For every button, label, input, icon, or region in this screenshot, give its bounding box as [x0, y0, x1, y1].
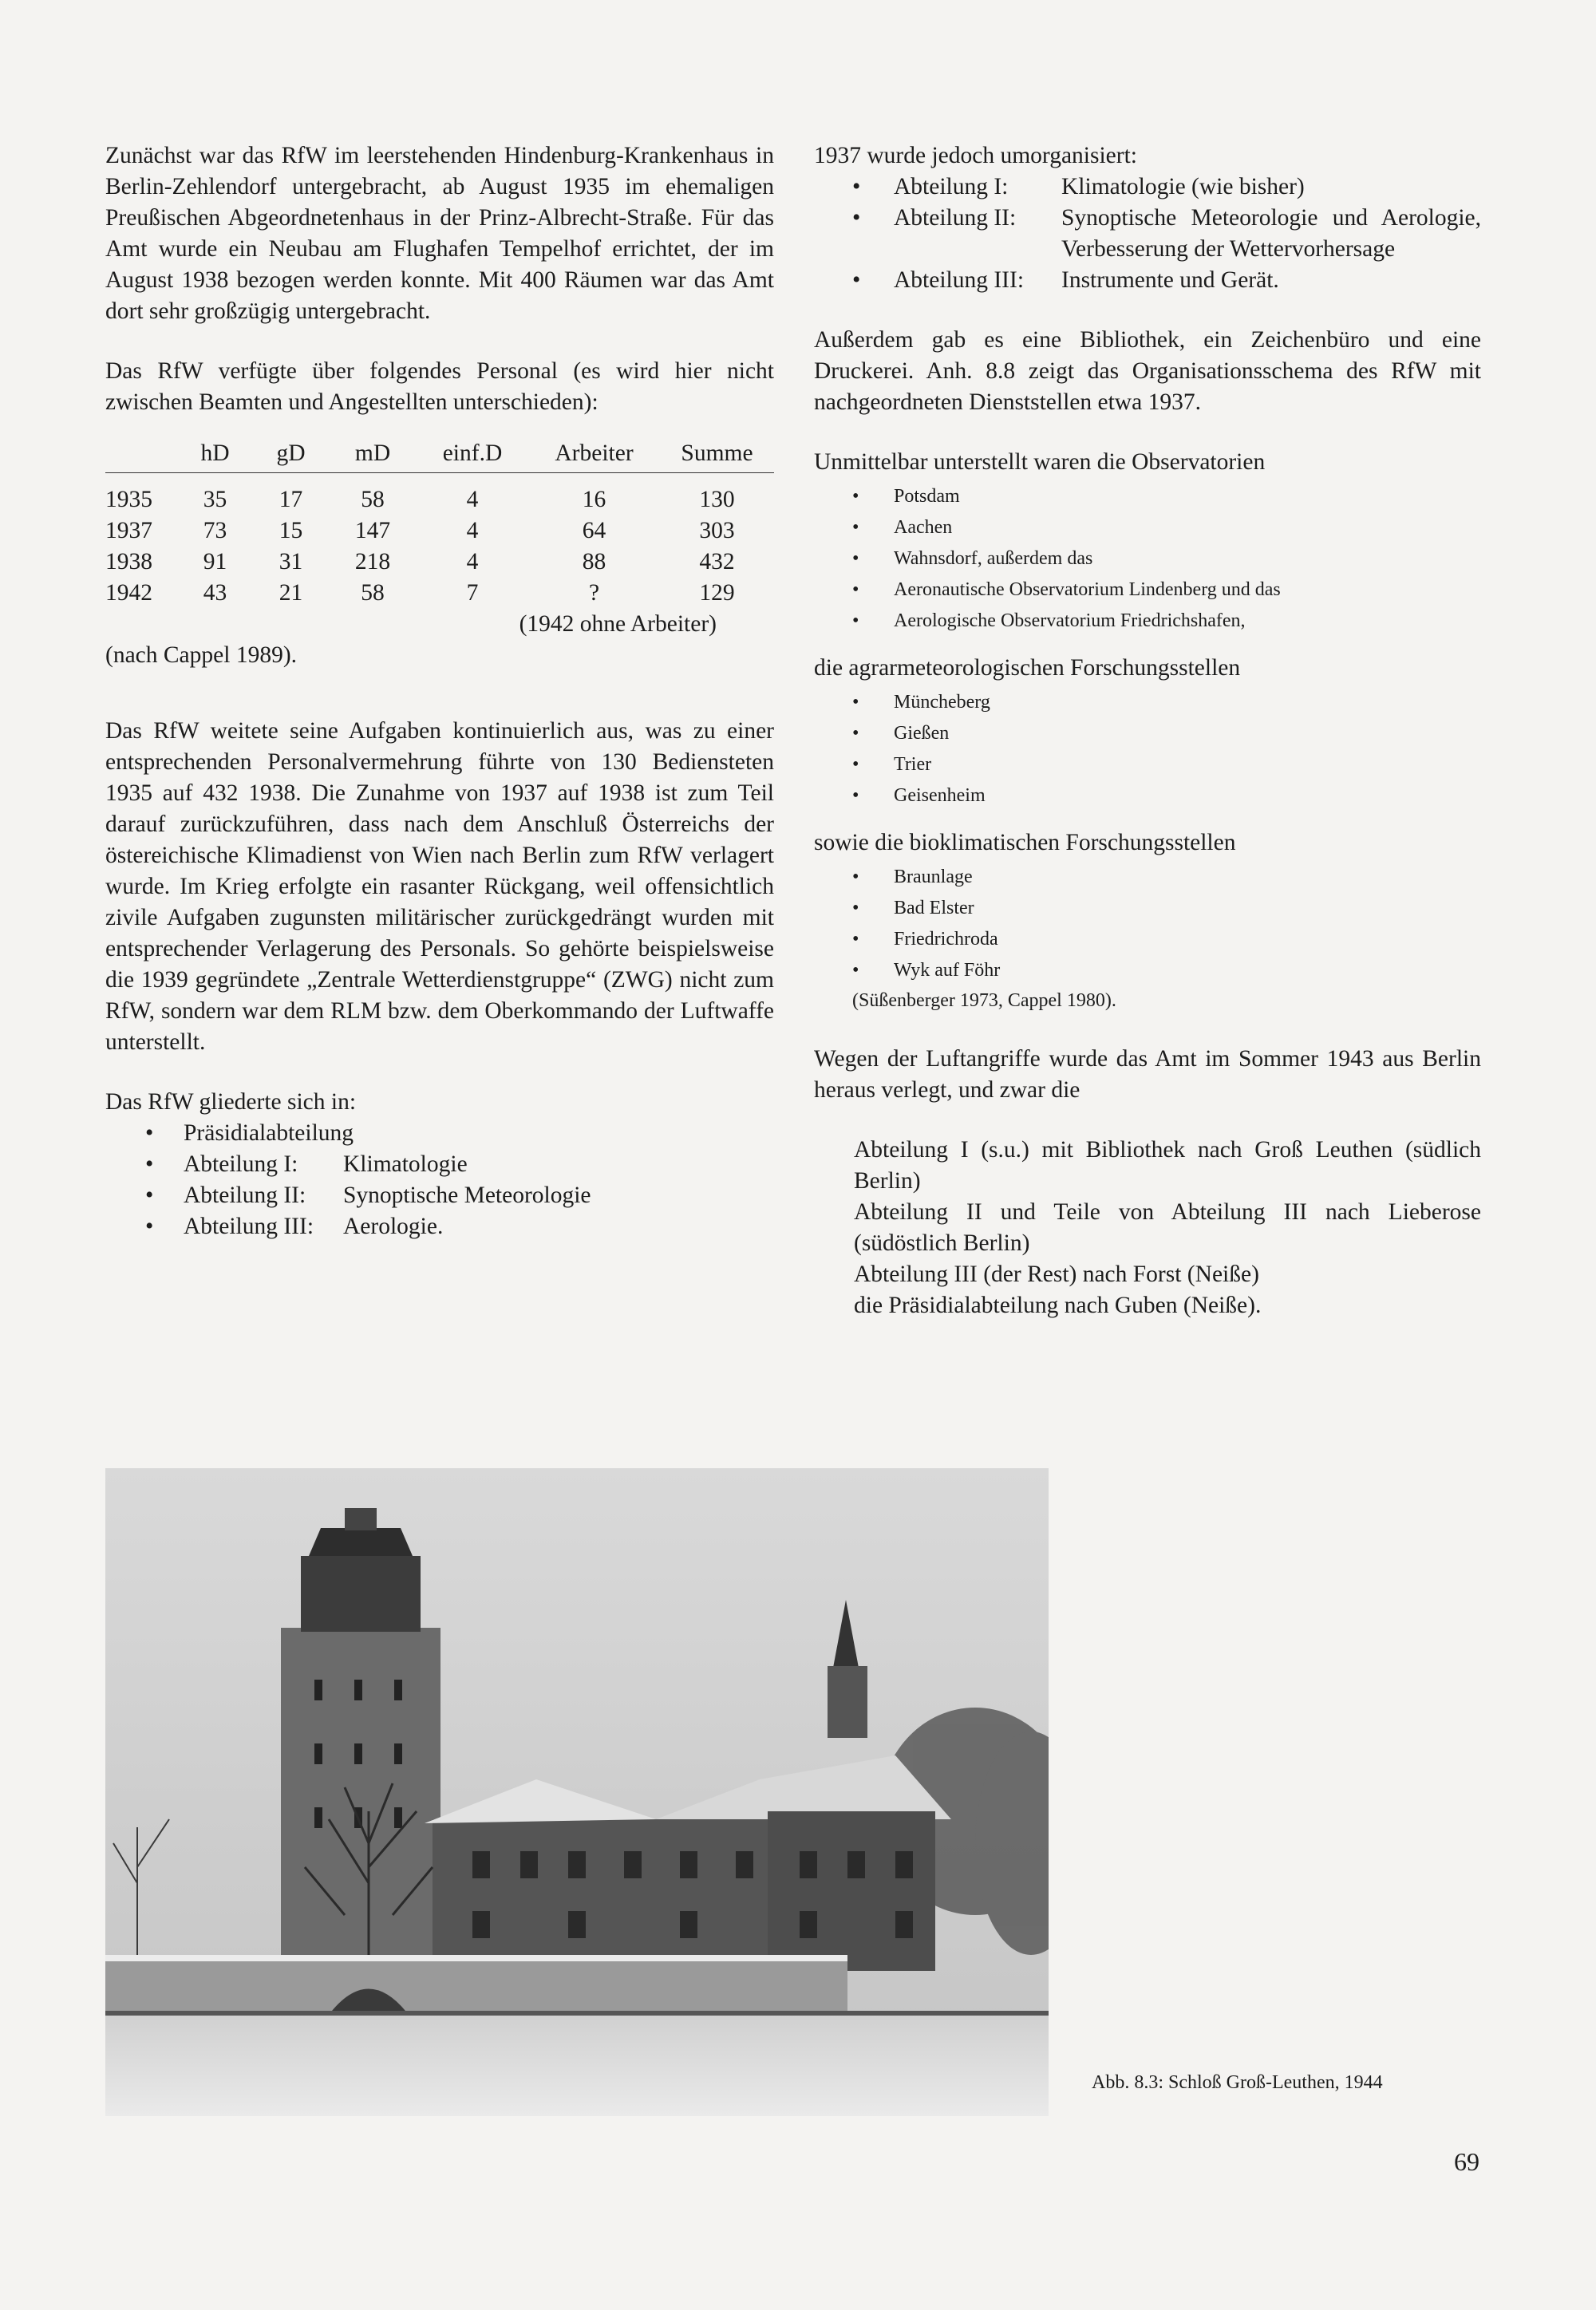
paragraph-library: Außerdem gab es eine Bibliothek, ein Zeichenbüro und eine Druckerei. Anh. 8.8 zeigt das Organisationsschema des RfW mit nachgeordneten Dienststellen etwa 1937. — [814, 327, 1481, 415]
table-cell: 4 — [466, 487, 479, 512]
relocation-block — [814, 1135, 1481, 1321]
table-header-cell: Arbeiter — [528, 434, 660, 473]
table-cell: 73 — [203, 518, 227, 543]
relocation-line: die Präsidialabteilung nach Guben (Neiße). — [854, 1293, 1262, 1318]
paragraph-staff-intro: Das RfW verfügte über folgendes Personal (es wird hier nicht zwischen Beamten und Angestellten unterschieden): — [105, 358, 774, 415]
list-item — [814, 265, 1481, 296]
list-item: • Aerologische Observatorium Friedrichshafen, — [814, 606, 1481, 637]
paragraph-structure: Das RfW gliederte sich in: — [105, 1089, 357, 1115]
reorg-desc: Instrumente und Gerät. — [1061, 267, 1279, 293]
list-item — [814, 172, 1481, 203]
table-cell: 432 — [699, 549, 735, 575]
table-cell: 58 — [361, 580, 385, 606]
table-cell: ? — [588, 580, 600, 606]
table-cell: 31 — [279, 549, 303, 575]
table-cell: 21 — [279, 580, 303, 606]
table-cell: 35 — [203, 487, 227, 512]
relocation-line: Abteilung II und Teile von Abteilung III nach Lieberose (südöstlich Berlin) — [854, 1199, 1481, 1256]
right-column — [814, 140, 1481, 1321]
list-item: • Potsdam — [814, 481, 1481, 512]
table-cell: 4 — [466, 549, 479, 575]
list-item: • Trier — [814, 749, 1481, 780]
table-cell: 64 — [582, 518, 606, 543]
list-item — [105, 1118, 774, 1149]
list-item — [105, 1211, 774, 1242]
figure-caption: Abb. 8.3: Schloß Groß-Leuthen, 1944 — [1092, 2072, 1383, 2093]
list-item: • Wyk auf Föhr — [814, 955, 1481, 986]
table-header-cell: Summe — [660, 434, 774, 473]
table-cell: 129 — [699, 580, 735, 606]
table-cell: 15 — [279, 518, 303, 543]
paragraph-expansion: Das RfW weitete seine Aufgaben kontinuierlich aus, was zu einer entsprechenden Personalvermehrung führte von 130 Bediensteten 1935 auf 432 1938. Die Zunahme von 1937 auf 1938 ist zum Teil darauf zurückzuführen, dass nach dem Anschluß Österreichs der östereichische Klimadienst von Wien nach Berlin zum RfW verlagert wurde. Im Krieg erfolgte ein rasanter Rückgang, weil offensichtlich zivile Aufgaben zugunsten militärischer zurückgedrängt wurden mit entsprechender Verlagerung des Personals. So gehörte beispielsweise die 1939 gegründete „Zentrale Wetterdienstgruppe“ (ZWG) nicht zum RfW, sondern war dem RLM bzw. dem Oberkommando der Luftwaffe unterstellt. — [105, 718, 774, 1055]
castle-photo — [105, 1468, 1049, 2116]
table-cell: 58 — [361, 487, 385, 512]
staff-table-header — [105, 434, 774, 473]
table-cell: 303 — [699, 518, 735, 543]
reorg-desc: Klimatologie (wie bisher) — [1061, 174, 1305, 199]
list-item — [105, 1180, 774, 1211]
table-cell: 147 — [354, 518, 391, 543]
paragraph-reorg: 1937 wurde jedoch umorganisiert: — [814, 143, 1137, 168]
list-item: • Gießen — [814, 718, 1481, 749]
list-item: • Müncheberg — [814, 687, 1481, 718]
list-item: • Bad Elster — [814, 893, 1481, 924]
paragraph-agrar: die agrarmeteorologischen Forschungsstellen — [814, 655, 1241, 681]
table-cell: 1935 — [105, 487, 152, 512]
reorg-desc: Synoptische Meteorologie und Aerologie, Verbesserung der Wettervorhersage — [1061, 205, 1481, 262]
list-item: • Braunlage — [814, 862, 1481, 893]
table-header-cell: hD — [177, 434, 253, 473]
table-cell: 16 — [582, 487, 606, 512]
castle-photo-illustration — [105, 1468, 1049, 2116]
paragraph-observatories: Unmittelbar unterstellt waren die Observatorien — [814, 449, 1266, 475]
bio-source: (Süßenberger 1973, Cappel 1980). — [852, 990, 1116, 1011]
list-item — [105, 1149, 774, 1180]
table-cell: 17 — [279, 487, 303, 512]
reorg-list — [814, 172, 1481, 296]
org-desc: Klimatologie — [343, 1151, 468, 1177]
paragraph-bio: sowie die bioklimatischen Forschungsstellen — [814, 830, 1236, 855]
table-header-cell: einf.D — [417, 434, 528, 473]
paragraph-intro: Zunächst war das RfW im leerstehenden Hindenburg-Krankenhaus in Berlin-Zehlendorf untergebracht, ab August 1935 im ehemaligen Preußischen Abgeordnetenhaus in der Prinz-Albrecht-Straße. Für das Amt wurde ein Neubau am Flughafen Tempelhof errichtet, der im August 1938 bezogen werden konnte. Mit 400 Räumen war das Amt dort sehr großzügig untergebracht. — [105, 143, 774, 324]
table-cell: 130 — [699, 487, 735, 512]
reorg-label: • Abteilung II: — [894, 205, 1017, 231]
table-row — [105, 547, 774, 578]
table-cell: 218 — [354, 549, 391, 575]
relocation-line: Abteilung I (s.u.) mit Bibliothek nach Groß Leuthen (südlich Berlin) — [854, 1137, 1481, 1194]
org-label: Abteilung II: — [184, 1183, 306, 1208]
relocation-line: Abteilung III (der Rest) nach Forst (Neiße) — [854, 1262, 1259, 1287]
reorg-label: • Abteilung III: — [894, 267, 1025, 293]
table-note: (1942 ohne Arbeiter) — [519, 611, 717, 637]
table-cell: 1937 — [105, 518, 152, 543]
list-item: • Aachen — [814, 512, 1481, 543]
org-desc: Synoptische Meteorologie — [343, 1183, 591, 1208]
org-label: Abteilung I: — [184, 1151, 298, 1177]
list-item: • Aeronautische Observatorium Lindenberg und das — [814, 575, 1481, 606]
org-label: Präsidialabteilung — [184, 1120, 354, 1146]
table-cell: 4 — [466, 518, 479, 543]
table-cell: 43 — [203, 580, 227, 606]
left-column — [105, 140, 774, 1242]
table-header-cell: gD — [253, 434, 329, 473]
table-row — [105, 515, 774, 547]
bio-list — [814, 862, 1481, 986]
list-item: • Geisenheim — [814, 780, 1481, 811]
list-item: • Friedrichroda — [814, 924, 1481, 955]
table-cell: 1938 — [105, 549, 152, 575]
org-list — [105, 1118, 774, 1242]
table-header-cell: mD — [329, 434, 417, 473]
staff-table — [105, 434, 774, 609]
list-item — [814, 203, 1481, 265]
table-row — [105, 578, 774, 609]
page-number: 69 — [1454, 2147, 1479, 2176]
list-item: • Wahnsdorf, außerdem das — [814, 543, 1481, 575]
table-cell: 91 — [203, 549, 227, 575]
observatory-list — [814, 481, 1481, 637]
reorg-label: • Abteilung I: — [894, 174, 1009, 199]
org-label: Abteilung III: — [184, 1214, 314, 1239]
table-cell: 88 — [582, 549, 606, 575]
org-desc: Aerologie. — [343, 1214, 444, 1239]
table-cell: 1942 — [105, 580, 152, 606]
table-cell: 7 — [466, 580, 479, 606]
table-header-cell — [105, 434, 177, 473]
table-row — [105, 484, 774, 515]
paragraph-relocation: Wegen der Luftangriffe wurde das Amt im Sommer 1943 aus Berlin heraus verlegt, und zwar die — [814, 1046, 1481, 1103]
table-source: (nach Cappel 1989). — [105, 642, 298, 668]
agrar-list — [814, 687, 1481, 811]
